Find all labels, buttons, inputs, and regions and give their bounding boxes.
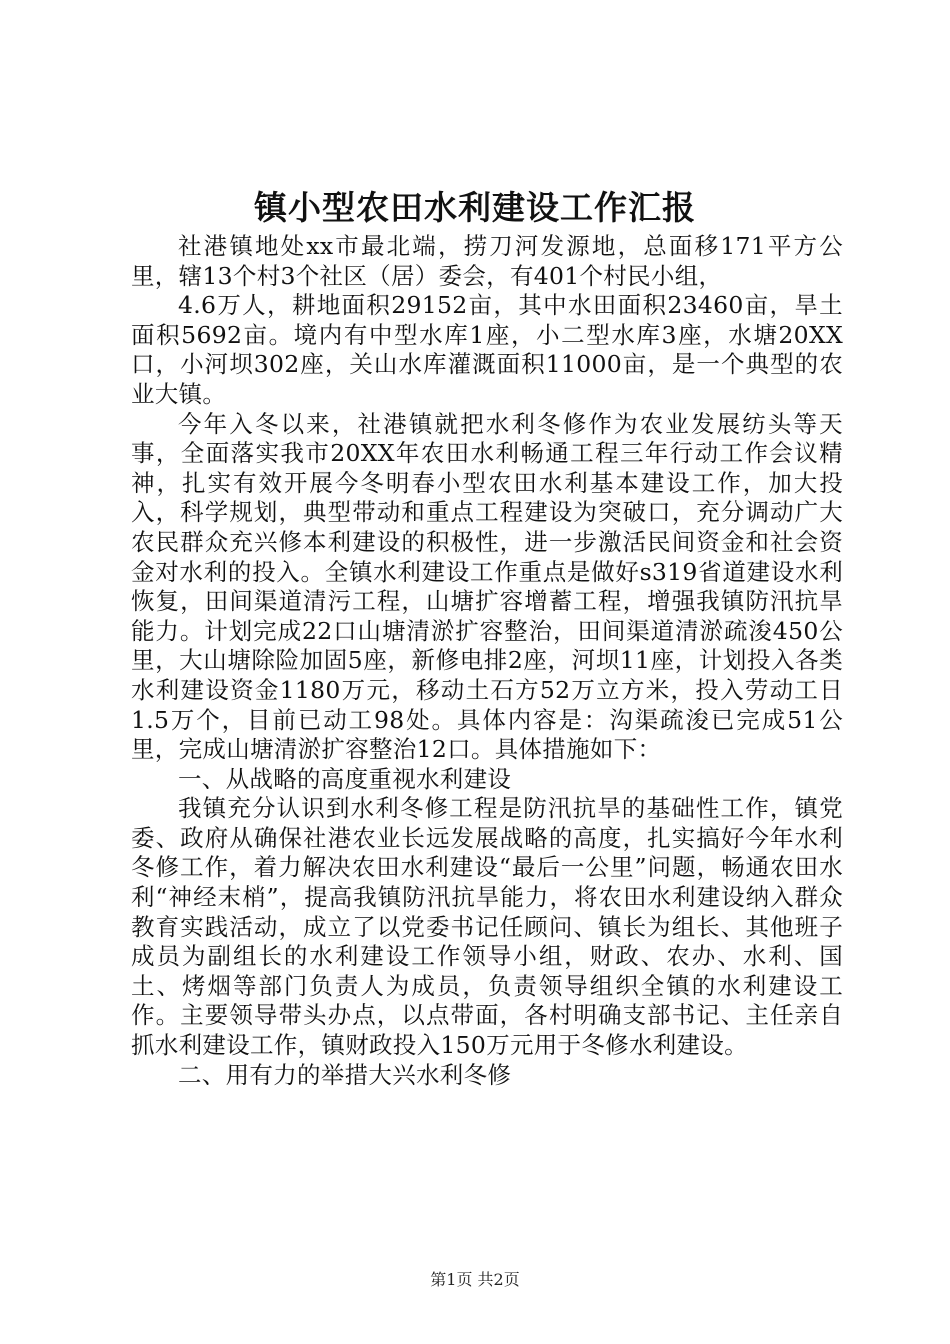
document-body — [131, 232, 843, 1090]
paragraph-intro: 社港镇地处xx市最北端，捞刀河发源地，总面移171平方公里，辖13个村3个社区（居）委会，有401个村民小组， — [131, 232, 843, 290]
paragraph-population: 4.6万人，耕地面积29152亩，其中水田面积23460亩，旱土面积5692亩。境内有中型水库1座，小二型水库3座，水塘20XX口，小河坝302座，关山水库灌溉面积11000亩，是一个典型的农业大镇。 — [131, 291, 843, 408]
paragraph-winter-work: 今年入冬以来，社港镇就把水利冬修作为农业发展纺头等天事，全面落实我市20XX年农田水利畅通工程三年行动工作会议精神，扎实有效开展今冬明春小型农田水利基本建设工作，加大投入，科学规划，典型带动和重点工程建设为突破口，充分调动广大农民群众充兴修本利建设的积极性，进一步激活民间资金和社会资金对水利的投入。全镇水利建设工作重点是做好s319省道建设水利恢复，田间渠道清污工程，山塘扩容增蓄工程，增强我镇防汛抗旱能力。计划完成22口山塘清淤扩容整治，田间渠道清淤疏浚450公里，大山塘除险加固5座，新修电排2座，河坝11座，计划投入各类水利建设资金1180万元，移动土石方52万立方米，投入劳动工日1.5万个，目前已动工98处。具体内容是：沟渠疏浚已完成51公里，完成山塘清淤扩容整治12口。具体措施如下： — [131, 409, 843, 764]
paragraph-strategy: 我镇充分认识到水利冬修工程是防汛抗旱的基础性工作，镇党委、政府从确保社港农业长远发展战略的高度，扎实搞好今年水利冬修工作，着力解决农田水利建设“最后一公里”问题，畅通农田水利“神经末梢”，提高我镇防汛抗旱能力，将农田水利建设纳入群众教育实践活动，成立了以党委书记任顾问、镇长为组长、其他班子成员为副组长的水利建设工作领导小组，财政、农办、水利、国土、烤烟等部门负责人为成员，负责领导组织全镇的水利建设工作。主要领导带头办点，以点带面，各村明确支部书记、主任亲自抓水利建设工作，镇财政投入150万元用于冬修水利建设。 — [131, 794, 843, 1060]
document-title: 镇小型农田水利建设工作汇报 — [254, 188, 696, 227]
section-heading-2: 二、用有力的举措大兴水利冬修 — [178, 1060, 512, 1089]
page-footer: 第1页 共2页 — [430, 1270, 520, 1289]
section-heading-1: 一、从战略的高度重视水利建设 — [178, 764, 512, 793]
